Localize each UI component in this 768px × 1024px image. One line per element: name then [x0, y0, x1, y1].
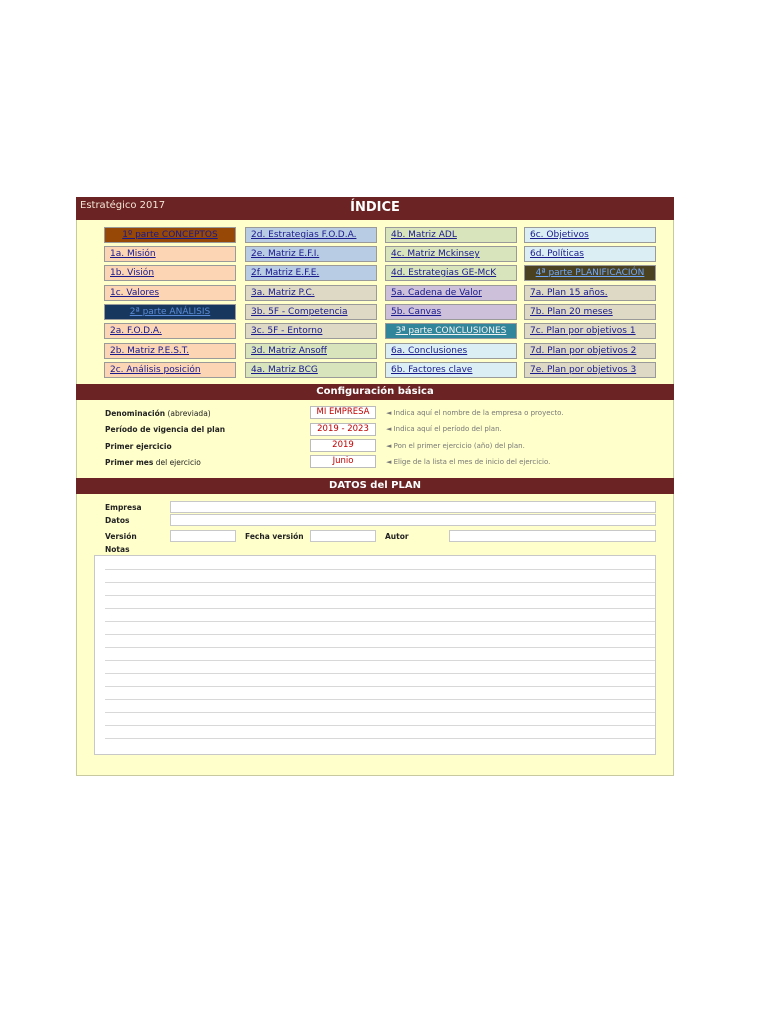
- index-link-col4-2[interactable]: 4ª parte PLANIFICACIÓN: [524, 265, 656, 281]
- index-link-col3-0[interactable]: 4b. Matriz ADL: [385, 227, 517, 243]
- config-label-periodo: Período de vigencia del plan: [105, 425, 226, 434]
- index-link-col1-5[interactable]: 2a. F.O.D.A.: [104, 323, 236, 339]
- index-link-col3-3[interactable]: 5a. Cadena de Valor: [385, 285, 517, 301]
- datos-label: Datos: [105, 516, 130, 525]
- notes-rule-line: [105, 608, 655, 609]
- denominacion-hint: ◄ Indica aquí el nombre de la empresa o proyecto.: [386, 409, 564, 417]
- index-link-col1-6[interactable]: 2b. Matriz P.E.S.T.: [104, 343, 236, 359]
- index-link-col4-4[interactable]: 7b. Plan 20 meses: [524, 304, 656, 320]
- notas-field[interactable]: [94, 555, 656, 755]
- index-link-col4-0[interactable]: 6c. Objetivos: [524, 227, 656, 243]
- index-link-col4-3[interactable]: 7a. Plan 15 años.: [524, 285, 656, 301]
- notas-label: Notas: [105, 545, 130, 554]
- index-link-col1-1[interactable]: 1a. Misión: [104, 246, 236, 262]
- index-link-col1-2[interactable]: 1b. Visión: [104, 265, 236, 281]
- fecha-version-label: Fecha versión: [245, 532, 304, 541]
- index-header: [76, 197, 674, 220]
- notes-rule-line: [105, 738, 655, 739]
- index-link-col1-4[interactable]: 2ª parte ANÁLISIS: [104, 304, 236, 320]
- notes-rule-line: [105, 725, 655, 726]
- notes-rule-line: [105, 647, 655, 648]
- config-label-primer-mes: Primer mes del ejercicio: [105, 458, 201, 467]
- fecha-version-field[interactable]: [310, 530, 376, 542]
- index-link-col1-3[interactable]: 1c. Valores: [104, 285, 236, 301]
- primer-ejercicio-hint: ◄ Pon el primer ejercicio (año) del plan.: [386, 442, 525, 450]
- index-link-col2-4[interactable]: 3b. 5F - Competencia: [245, 304, 377, 320]
- periodo-value[interactable]: 2019 - 2023: [310, 423, 376, 436]
- notes-rule-line: [105, 712, 655, 713]
- index-link-col3-4[interactable]: 5b. Canvas: [385, 304, 517, 320]
- index-link-col4-5[interactable]: 7c. Plan por objetivos 1: [524, 323, 656, 339]
- index-link-col3-1[interactable]: 4c. Matriz Mckinsey: [385, 246, 517, 262]
- notes-rule-line: [105, 686, 655, 687]
- primer-ejercicio-value[interactable]: 2019: [310, 439, 376, 452]
- index-link-col2-3[interactable]: 3a. Matriz P.C.: [245, 285, 377, 301]
- denominacion-value[interactable]: MI EMPRESA: [310, 406, 376, 419]
- config-header: Configuración básica: [76, 384, 674, 400]
- index-link-col3-6[interactable]: 6a. Conclusiones: [385, 343, 517, 359]
- notes-rule-line: [105, 699, 655, 700]
- page-title: ÍNDICE: [350, 200, 400, 215]
- brand-label: Estratégico 2017: [80, 200, 166, 211]
- index-link-col2-7[interactable]: 4a. Matriz BCG: [245, 362, 377, 378]
- notes-rule-line: [105, 634, 655, 635]
- index-link-col1-0[interactable]: 1º parte CONCEPTOS: [104, 227, 236, 243]
- primer-mes-select[interactable]: Junio: [310, 455, 376, 468]
- notes-rule-line: [105, 595, 655, 596]
- index-link-col3-2[interactable]: 4d. Estrategias GE-McK: [385, 265, 517, 281]
- index-link-col2-5[interactable]: 3c. 5F - Entorno: [245, 323, 377, 339]
- notes-rule-line: [105, 621, 655, 622]
- index-link-col4-7[interactable]: 7e. Plan por objetivos 3: [524, 362, 656, 378]
- index-link-col2-0[interactable]: 2d. Estrategias F.O.D.A.: [245, 227, 377, 243]
- index-link-col2-6[interactable]: 3d. Matriz Ansoff: [245, 343, 377, 359]
- empresa-label: Empresa: [105, 503, 142, 512]
- autor-field[interactable]: [449, 530, 656, 542]
- notes-rule-line: [105, 569, 655, 570]
- index-link-col3-5[interactable]: 3ª parte CONCLUSIONES: [385, 323, 517, 339]
- autor-label: Autor: [385, 532, 409, 541]
- config-label-denominacion: Denominación (abreviada): [105, 409, 211, 418]
- notes-rule-line: [105, 660, 655, 661]
- index-link-col2-1[interactable]: 2e. Matriz E.F.I.: [245, 246, 377, 262]
- index-link-col4-6[interactable]: 7d. Plan por objetivos 2: [524, 343, 656, 359]
- primer-mes-hint: ◄ Elige de la lista el mes de inicio del ejercicio.: [386, 458, 551, 466]
- index-link-col4-1[interactable]: 6d. Políticas: [524, 246, 656, 262]
- version-label: Versión: [105, 532, 137, 541]
- config-label-primer-ejercicio: Primer ejercicio: [105, 442, 172, 451]
- periodo-hint: ◄ Indica aquí el período del plan.: [386, 425, 502, 433]
- notes-rule-line: [105, 673, 655, 674]
- index-link-col3-7[interactable]: 6b. Factores clave: [385, 362, 517, 378]
- version-field[interactable]: [170, 530, 236, 542]
- notes-rule-line: [105, 582, 655, 583]
- plan-header: DATOS del PLAN: [76, 478, 674, 494]
- index-link-col2-2[interactable]: 2f. Matriz E.F.E.: [245, 265, 377, 281]
- index-link-col1-7[interactable]: 2c. Análisis posición: [104, 362, 236, 378]
- empresa-field[interactable]: [170, 501, 656, 513]
- datos-field[interactable]: [170, 514, 656, 526]
